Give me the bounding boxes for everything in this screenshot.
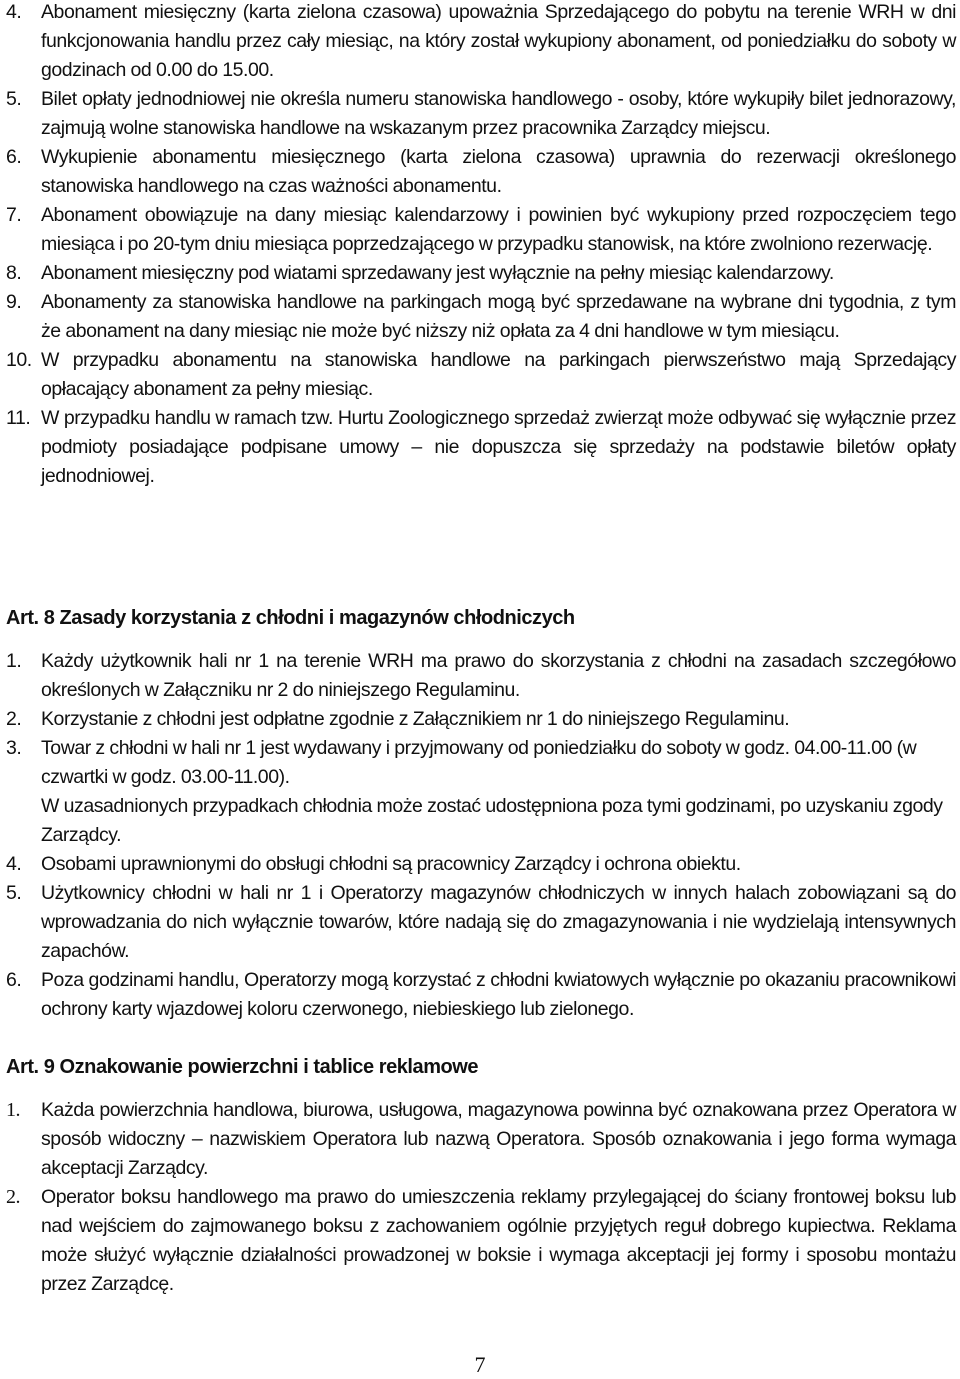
list-item xyxy=(6,288,956,346)
list-item xyxy=(6,966,956,1024)
list-item xyxy=(6,85,956,143)
item-number: 10. xyxy=(6,349,32,371)
list-item xyxy=(6,879,956,966)
list-item xyxy=(6,705,956,734)
item-text: Osobami uprawnionymi do obsługi chłodni są pracownicy Zarządcy i ochrona obiektu. xyxy=(41,853,741,875)
list-item xyxy=(6,1183,956,1299)
item-text: Abonament obowiązuje na dany miesiąc kalendarzowy i powinien być wykupiony przed rozpoczęciem tego miesiąca i po 20-tym dniu miesiąca poprzedzającego w przypadku stanowisk, na które zwolniono rezerwację. xyxy=(41,204,956,255)
item-text: Abonamenty za stanowiska handlowe na parkingach mogą być sprzedawane na wybrane dni tygodnia, z tym że abonament na dany miesiąc nie może być niższy niż opłata za 4 dni handlowe w tym miesiącu. xyxy=(41,291,956,342)
item-text: Każdy użytkownik hali nr 1 na terenie WRH ma prawo do skorzystania z chłodni na zasadach szczegółowo określonych w Załączniku nr 2 do niniejszego Regulaminu. xyxy=(41,650,956,701)
list-item xyxy=(6,346,956,404)
item-number: 1. xyxy=(6,650,22,672)
list-item xyxy=(6,404,956,491)
list-item xyxy=(6,201,956,259)
article-9-list xyxy=(6,1096,956,1299)
item-number: 1. xyxy=(6,1099,21,1121)
item-text: Korzystanie z chłodni jest odpłatne zgodnie z Załącznikiem nr 1 do niniejszego Regulaminu. xyxy=(41,708,790,730)
list-item xyxy=(6,0,956,85)
list-item xyxy=(6,143,956,201)
item-text: Abonament miesięczny (karta zielona czasowa) upoważnia Sprzedającego do pobytu na terenie WRH w dni funkcjonowania handlu przez cały miesiąc, na który został wykupiony abonament, od poniedziałku do soboty w godzinach od 0.00 do 15.00. xyxy=(41,1,956,81)
article-8-list xyxy=(6,647,956,1024)
article-8-title: Art. 8 Zasady korzystania z chłodni i magazynów chłodniczych xyxy=(6,607,575,629)
item-text: Abonament miesięczny pod wiatami sprzedawany jest wyłącznie na pełny miesiąc kalendarzowy. xyxy=(41,262,834,284)
item-text: Użytkownicy chłodni w hali nr 1 i Operatorzy magazynów chłodniczych w innych halach zobowiązani są do wprowadzania do nich wyłącznie towarów, które nadają się do zmagazynowania i nie wydzielają intensywnych zapachów. xyxy=(41,882,956,962)
item-text: Każda powierzchnia handlowa, biurowa, usługowa, magazynowa powinna być oznakowana przez Operatora w sposób widoczny – nazwiskiem Operatora lub nazwą Operatora. Sposób oznakowania i jego forma wymaga akceptacji Zarządcy. xyxy=(41,1099,956,1179)
list-item xyxy=(6,1096,956,1183)
item-text: Bilet opłaty jednodniowej nie określa numeru stanowiska handlowego - osoby, które wykupiły bilet jednorazowy, zajmują wolne stanowiska handlowe na wskazanym przez pracownika Zarządcy miejscu. xyxy=(41,88,956,139)
item-number: 2. xyxy=(6,708,22,730)
item-number: 5. xyxy=(6,882,22,904)
list-item xyxy=(6,850,956,879)
item-number: 11. xyxy=(6,407,31,429)
item-number: 9. xyxy=(6,291,22,313)
item-text: W przypadku handlu w ramach tzw. Hurtu Zoologicznego sprzedaż zwierząt może odbywać się wyłącznie przez podmioty posiadające podpisane umowy – nie dopuszcza się sprzedaży na podstawie biletów opłaty jednodniowej. xyxy=(41,407,956,487)
item-number: 6. xyxy=(6,969,22,991)
item-text-block xyxy=(41,734,956,850)
item-number: 4. xyxy=(6,1,22,23)
item-text-continuation: W uzasadnionych przypadkach chłodnia może zostać udostępniona poza tymi godzinami, po uzyskaniu zgody Zarządcy. xyxy=(41,795,943,846)
article-9-title: Art. 9 Oznakowanie powierzchni i tablice reklamowe xyxy=(6,1056,479,1078)
item-number: 2. xyxy=(6,1186,21,1208)
item-text: Poza godzinami handlu, Operatorzy mogą korzystać z chłodni kwiatowych wyłącznie po okazaniu pracownikowi ochrony karty wjazdowej koloru czerwonego, niebieskiego lub zielonego. xyxy=(41,969,956,1020)
item-text: Operator boksu handlowego ma prawo do umieszczenia reklamy przylegającej do ściany frontowej boksu lub nad wejściem do zajmowanego boksu z zachowaniem ogólnie przyjętych reguł dobrego kupiectwa. Reklama może służyć wyłącznie działalności prowadzonej w boksie i wymaga akceptacji jej formy i sposobu montażu przez Zarządcę. xyxy=(41,1186,956,1295)
regulation-list-top xyxy=(6,0,956,491)
item-number: 7. xyxy=(6,204,22,226)
item-number: 4. xyxy=(6,853,22,875)
item-number: 6. xyxy=(6,146,22,168)
item-text: W przypadku abonamentu na stanowiska handlowe na parkingach pierwszeństwo mają Sprzedający opłacający abonament za pełny miesiąc. xyxy=(41,349,956,400)
item-text: Towar z chłodni w hali nr 1 jest wydawany i przyjmowany od poniedziałku do soboty w godz. 04.00-11.00 (w czwartki w godz. 03.00-11.00). xyxy=(41,737,917,788)
item-number: 5. xyxy=(6,88,22,110)
item-number: 8. xyxy=(6,262,22,284)
page-number: 7 xyxy=(474,1352,486,1377)
item-number: 3. xyxy=(6,737,22,759)
item-text: Wykupienie abonamentu miesięcznego (karta zielona czasowa) uprawnia do rezerwacji określonego stanowiska handlowego na czas ważności abonamentu. xyxy=(41,146,956,197)
list-item xyxy=(6,734,956,850)
list-item xyxy=(6,647,956,705)
list-item xyxy=(6,259,956,288)
